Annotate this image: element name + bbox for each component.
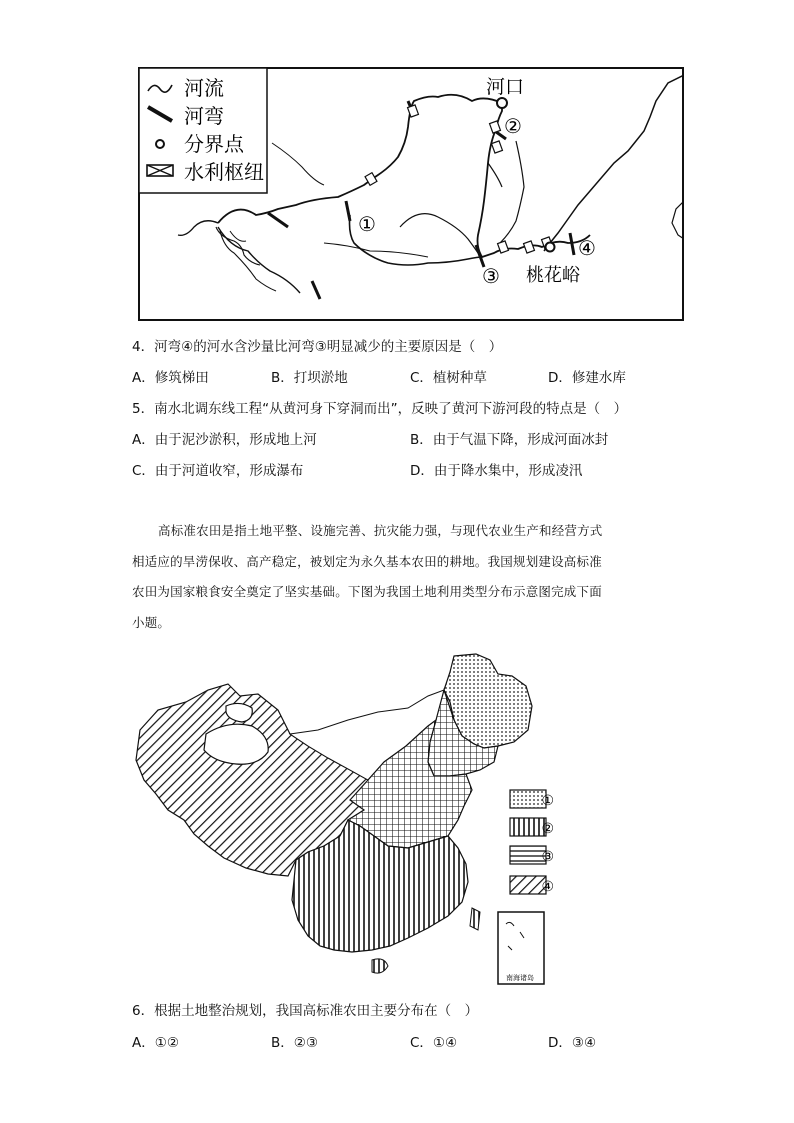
q4-option-d[interactable]: D．修建水库 bbox=[548, 370, 626, 386]
hainan bbox=[372, 959, 388, 973]
passage-paragraph bbox=[132, 516, 662, 638]
china-land-use-map bbox=[128, 650, 558, 990]
q4-option-c[interactable]: C．植树种草 bbox=[410, 370, 487, 386]
tarim-basin bbox=[204, 724, 268, 764]
passage-line-1: 高标准农田是指土地平整、设施完善、抗灾能力强，与现代农业生产和经营方式 bbox=[158, 523, 603, 538]
boundary-point-icon bbox=[156, 140, 164, 148]
q5-option-c[interactable]: C．由于河道收窄，形成瀑布 bbox=[132, 463, 304, 479]
legend-river-label: 河流 bbox=[184, 76, 224, 100]
q6-option-b[interactable]: B．②③ bbox=[271, 1035, 318, 1051]
passage-line-4: 小题。 bbox=[132, 614, 171, 630]
label-taohuayu: 桃花峪 bbox=[526, 265, 580, 286]
legend-label-1: ① bbox=[541, 793, 554, 809]
hekou-point bbox=[497, 98, 507, 108]
taiwan bbox=[470, 908, 480, 930]
question-5-stem: 5．南水北调东线工程“从黄河身下穿洞而出”，反映了黄河下游河段的特点是（ ） bbox=[132, 401, 628, 417]
legend-point-label: 分界点 bbox=[184, 132, 244, 156]
q5-option-d[interactable]: D．由于降水集中，形成凌汛 bbox=[410, 463, 583, 479]
question-4-stem: 4．河弯④的河水含沙量比河弯③明显减少的主要原因是（ ） bbox=[132, 339, 503, 355]
q4-option-b[interactable]: B．打坝淤地 bbox=[271, 370, 348, 386]
legend-label-2: ② bbox=[541, 821, 554, 837]
q5-option-a[interactable]: A．由于泥沙淤积，形成地上河 bbox=[132, 432, 317, 448]
q6-option-d[interactable]: D．③④ bbox=[548, 1035, 597, 1051]
q6-option-a[interactable]: A．①② bbox=[132, 1035, 179, 1051]
legend-label-3: ③ bbox=[541, 849, 554, 865]
label-bend-4: ④ bbox=[578, 236, 596, 260]
q4-option-a[interactable]: A．修筑梯田 bbox=[132, 370, 209, 386]
yellow-river-map bbox=[138, 67, 684, 321]
q6-option-c[interactable]: C．①④ bbox=[410, 1035, 458, 1051]
passage-line-3: 农田为国家粮食安全奠定了坚实基础。下图为我国土地利用类型分布示意图完成下面 bbox=[132, 584, 602, 599]
legend-label-4: ④ bbox=[541, 879, 554, 895]
label-bend-2: ② bbox=[504, 114, 522, 138]
legend-hub-label: 水利枢纽 bbox=[184, 160, 264, 184]
q5-option-b[interactable]: B．由于气温下降，形成河面冰封 bbox=[410, 432, 609, 448]
label-hekou: 河口 bbox=[486, 76, 525, 98]
passage-line-2: 相适应的旱涝保收、高产稳定，被划定为永久基本农田的耕地。我国规划建设高标准 bbox=[132, 553, 602, 569]
label-bend-3: ③ bbox=[482, 264, 500, 288]
water-hub-icon bbox=[147, 165, 173, 176]
inset-label: 南海诸岛 bbox=[506, 974, 534, 982]
taohuayu-point bbox=[546, 243, 555, 252]
legend-bend-label: 河弯 bbox=[184, 104, 224, 128]
label-bend-1: ① bbox=[358, 212, 376, 236]
question-6-stem: 6．根据土地整治规划，我国高标准农田主要分布在（ ） bbox=[132, 1003, 479, 1019]
